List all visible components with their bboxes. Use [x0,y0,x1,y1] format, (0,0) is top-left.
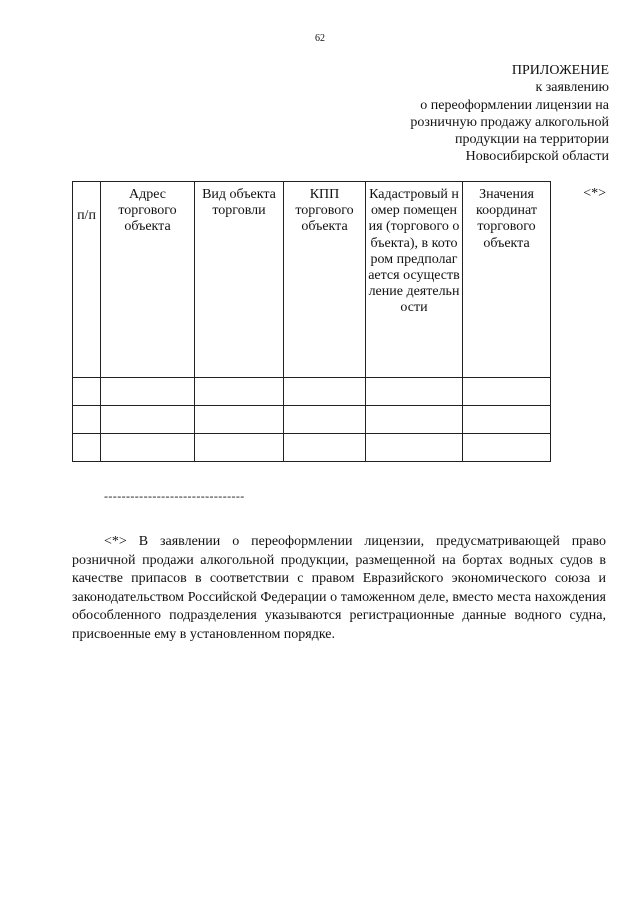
table-cell [284,378,366,406]
table-cell [195,378,284,406]
table-cell [463,378,551,406]
appendix-line-2: к заявлению [535,80,609,96]
header-number: п/п [73,182,101,378]
table-cell [195,434,284,462]
table-cell [463,434,551,462]
appendix-line-6: Новосибирской области [465,149,609,165]
appendix-line-3: о переоформлении лицензии на [420,97,609,113]
header-address: Адрес торгового объекта [101,182,195,378]
header-cadastral-number: Кадастровый номер помещения (торгового объекта), в котором предполагается осуществление деятельности [366,182,463,378]
appendix-line-1: ПРИЛОЖЕНИЕ [511,63,609,78]
table-header-row [73,182,551,378]
table-row [73,406,551,434]
table-cell [73,378,101,406]
appendix-line-5: продукции на территории [455,132,609,148]
table-cell [284,434,366,462]
table-row [73,434,551,462]
table-cell [101,406,195,434]
table-cell [366,406,463,434]
table-cell [366,378,463,406]
footnote-marker: <*> [583,186,606,201]
table-cell [366,434,463,462]
table-cell [73,434,101,462]
header-kpp: КПП торгового объекта [284,182,366,378]
table-cell [463,406,551,434]
footnote-text: <*> В заявлении о переоформлении лицензии, предусматривающей право розничной продажи алкогольной продукции, размещенной на бортах водных судов в качестве припасов в соответствии с правом Евразийского экономического союза и законодательством Российской Федерации о таможенном деле, вместо места нахождения обособленного подразделения указываются регистрационные данные водного судна, присвоенные ему в установленном порядке. [72,534,606,642]
table-cell [101,378,195,406]
table-cell [195,406,284,434]
table-row [73,378,551,406]
table-cell [73,406,101,434]
header-coordinates: Значения координат торгового объекта [463,182,551,378]
header-object-type: Вид объекта торговли [195,182,284,378]
trade-objects-table [72,181,551,462]
table-cell [284,406,366,434]
footnote-separator: -------------------------------- [104,489,245,503]
page-number: 62 [315,33,325,44]
table-cell [101,434,195,462]
appendix-header [410,62,609,166]
appendix-line-4: розничную продажу алкогольной [410,114,609,130]
